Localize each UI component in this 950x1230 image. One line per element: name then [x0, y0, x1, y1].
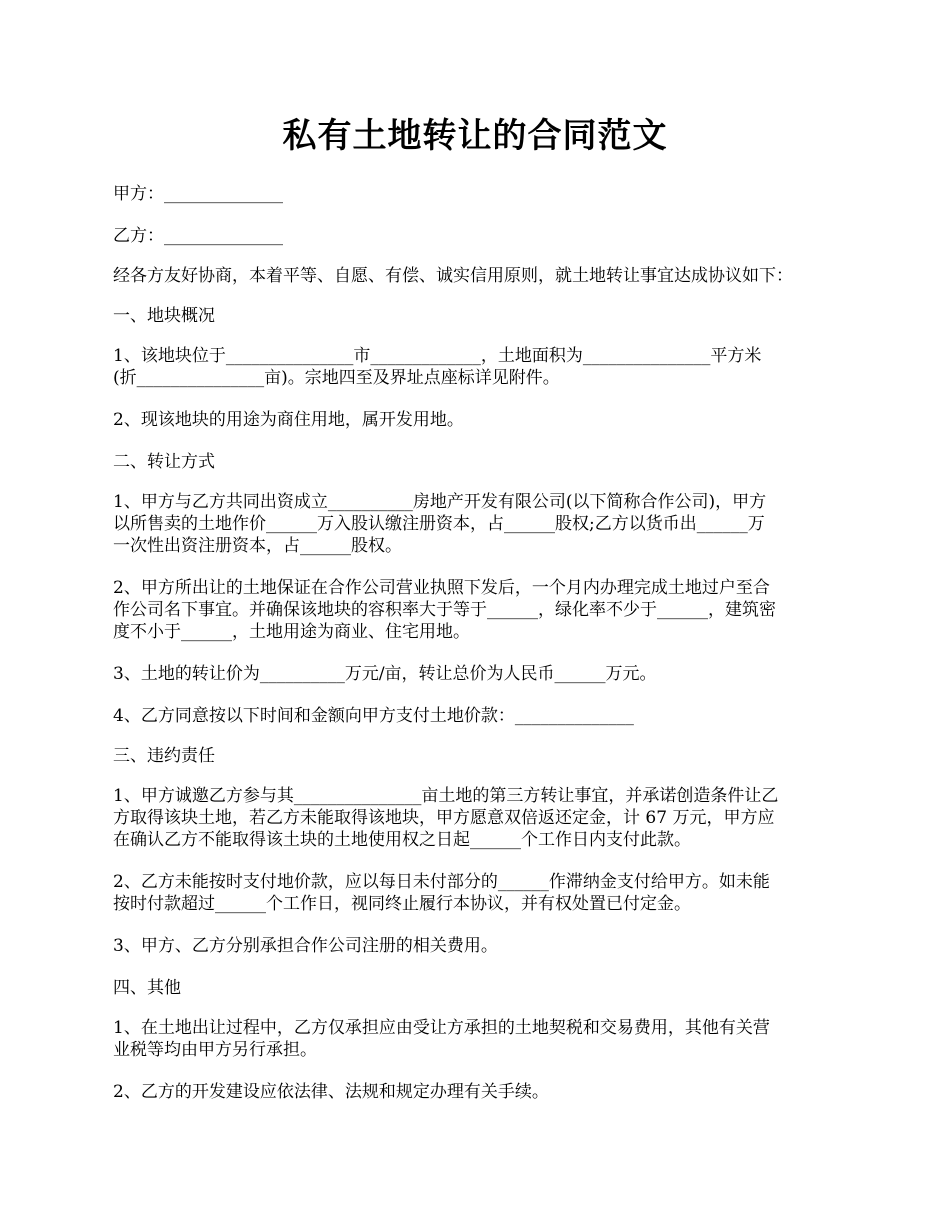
section2-item2-line1: 2、甲方所出让的土地保证在合作公司营业执照下发后，一个月内办理完成土地过户至合 — [113, 578, 770, 598]
section4-item1-line2: 业税等均由甲方另行承担。 — [113, 1040, 317, 1060]
section4-item1 — [113, 1017, 843, 1061]
section2-item1-line1: 1、甲方与乙方共同出资成立__________房地产开发有限公司(以下简称合作公司)，甲方 — [113, 492, 767, 512]
section2-heading: 二、转让方式 — [113, 452, 215, 472]
section2-item1-line3: 一次性出资注册资本，占______股权。 — [113, 536, 402, 556]
section3-item3: 3、甲方、乙方分别承担合作公司注册的相关费用。 — [113, 936, 498, 956]
section1-item1-line2: (折_______________亩)。宗地四至及界址点座标详见附件。 — [113, 368, 560, 388]
section2-item1 — [113, 491, 843, 557]
section3-item2-line1: 2、乙方未能按时支付地价款，应以每日未付部分的______作滞纳金支付给甲方。如未能 — [113, 872, 770, 892]
section3-item1-line1: 1、甲方诚邀乙方参与其_______________亩土地的第三方转让事宜，并承诺创造条件让乙 — [113, 786, 779, 806]
party-a-line: 甲方：______________ — [113, 184, 283, 204]
section2-item4: 4、乙方同意按以下时间和金额向甲方支付土地价款：______________ — [113, 706, 634, 726]
section2-item1-line2: 以所售卖的土地作价______万入股认缴注册资本，占______股权;乙方以货币出______万 — [113, 514, 765, 534]
section3-item1-line3: 在确认乙方不能取得该土块的土地使用权之日起______个工作日内支付此款。 — [113, 830, 691, 850]
section2-item2-line2: 作公司名下事宜。并确保该地块的容积率大于等于______，绿化率不少于______，建筑密 — [113, 600, 776, 620]
intro-paragraph: 经各方友好协商，本着平等、自愿、有偿、诚实信用原则，就土地转让事宜达成协议如下： — [113, 266, 793, 286]
section3-item1 — [113, 785, 843, 851]
section1-item1 — [113, 345, 843, 389]
section2-item3: 3、土地的转让价为__________万元/亩，转让总价为人民币______万元。 — [113, 664, 657, 684]
section2-item2 — [113, 577, 843, 643]
party-b-line: 乙方：______________ — [113, 226, 283, 246]
section3-heading: 三、违约责任 — [113, 746, 215, 766]
section1-heading: 一、地块概况 — [113, 306, 215, 326]
section4-item2: 2、乙方的开发建设应依法律、法规和规定办理有关手续。 — [113, 1082, 549, 1102]
document-title: 私有土地转让的合同范文 — [282, 116, 668, 156]
section1-item2: 2、现该地块的用途为商住用地，属开发用地。 — [113, 410, 464, 430]
section3-item1-line2: 方取得该块土地，若乙方未能取得该地块，甲方愿意双倍返还定金，计 67 万元，甲方应 — [113, 808, 775, 828]
section2-item2-line3: 度不小于______，土地用途为商业、住宅用地。 — [113, 622, 470, 642]
section4-heading: 四、其他 — [113, 978, 181, 998]
section3-item2-line2: 按时付款超过______个工作日，视同终止履行本协议，并有权处置已付定金。 — [113, 894, 691, 914]
section4-item1-line1: 1、在土地出让过程中，乙方仅承担应由受让方承担的土地契税和交易费用，其他有关营 — [113, 1018, 770, 1038]
section1-item1-line1: 1、该地块位于_______________市_____________，土地面积为_______________平方米 — [113, 346, 762, 366]
section3-item2 — [113, 871, 843, 915]
